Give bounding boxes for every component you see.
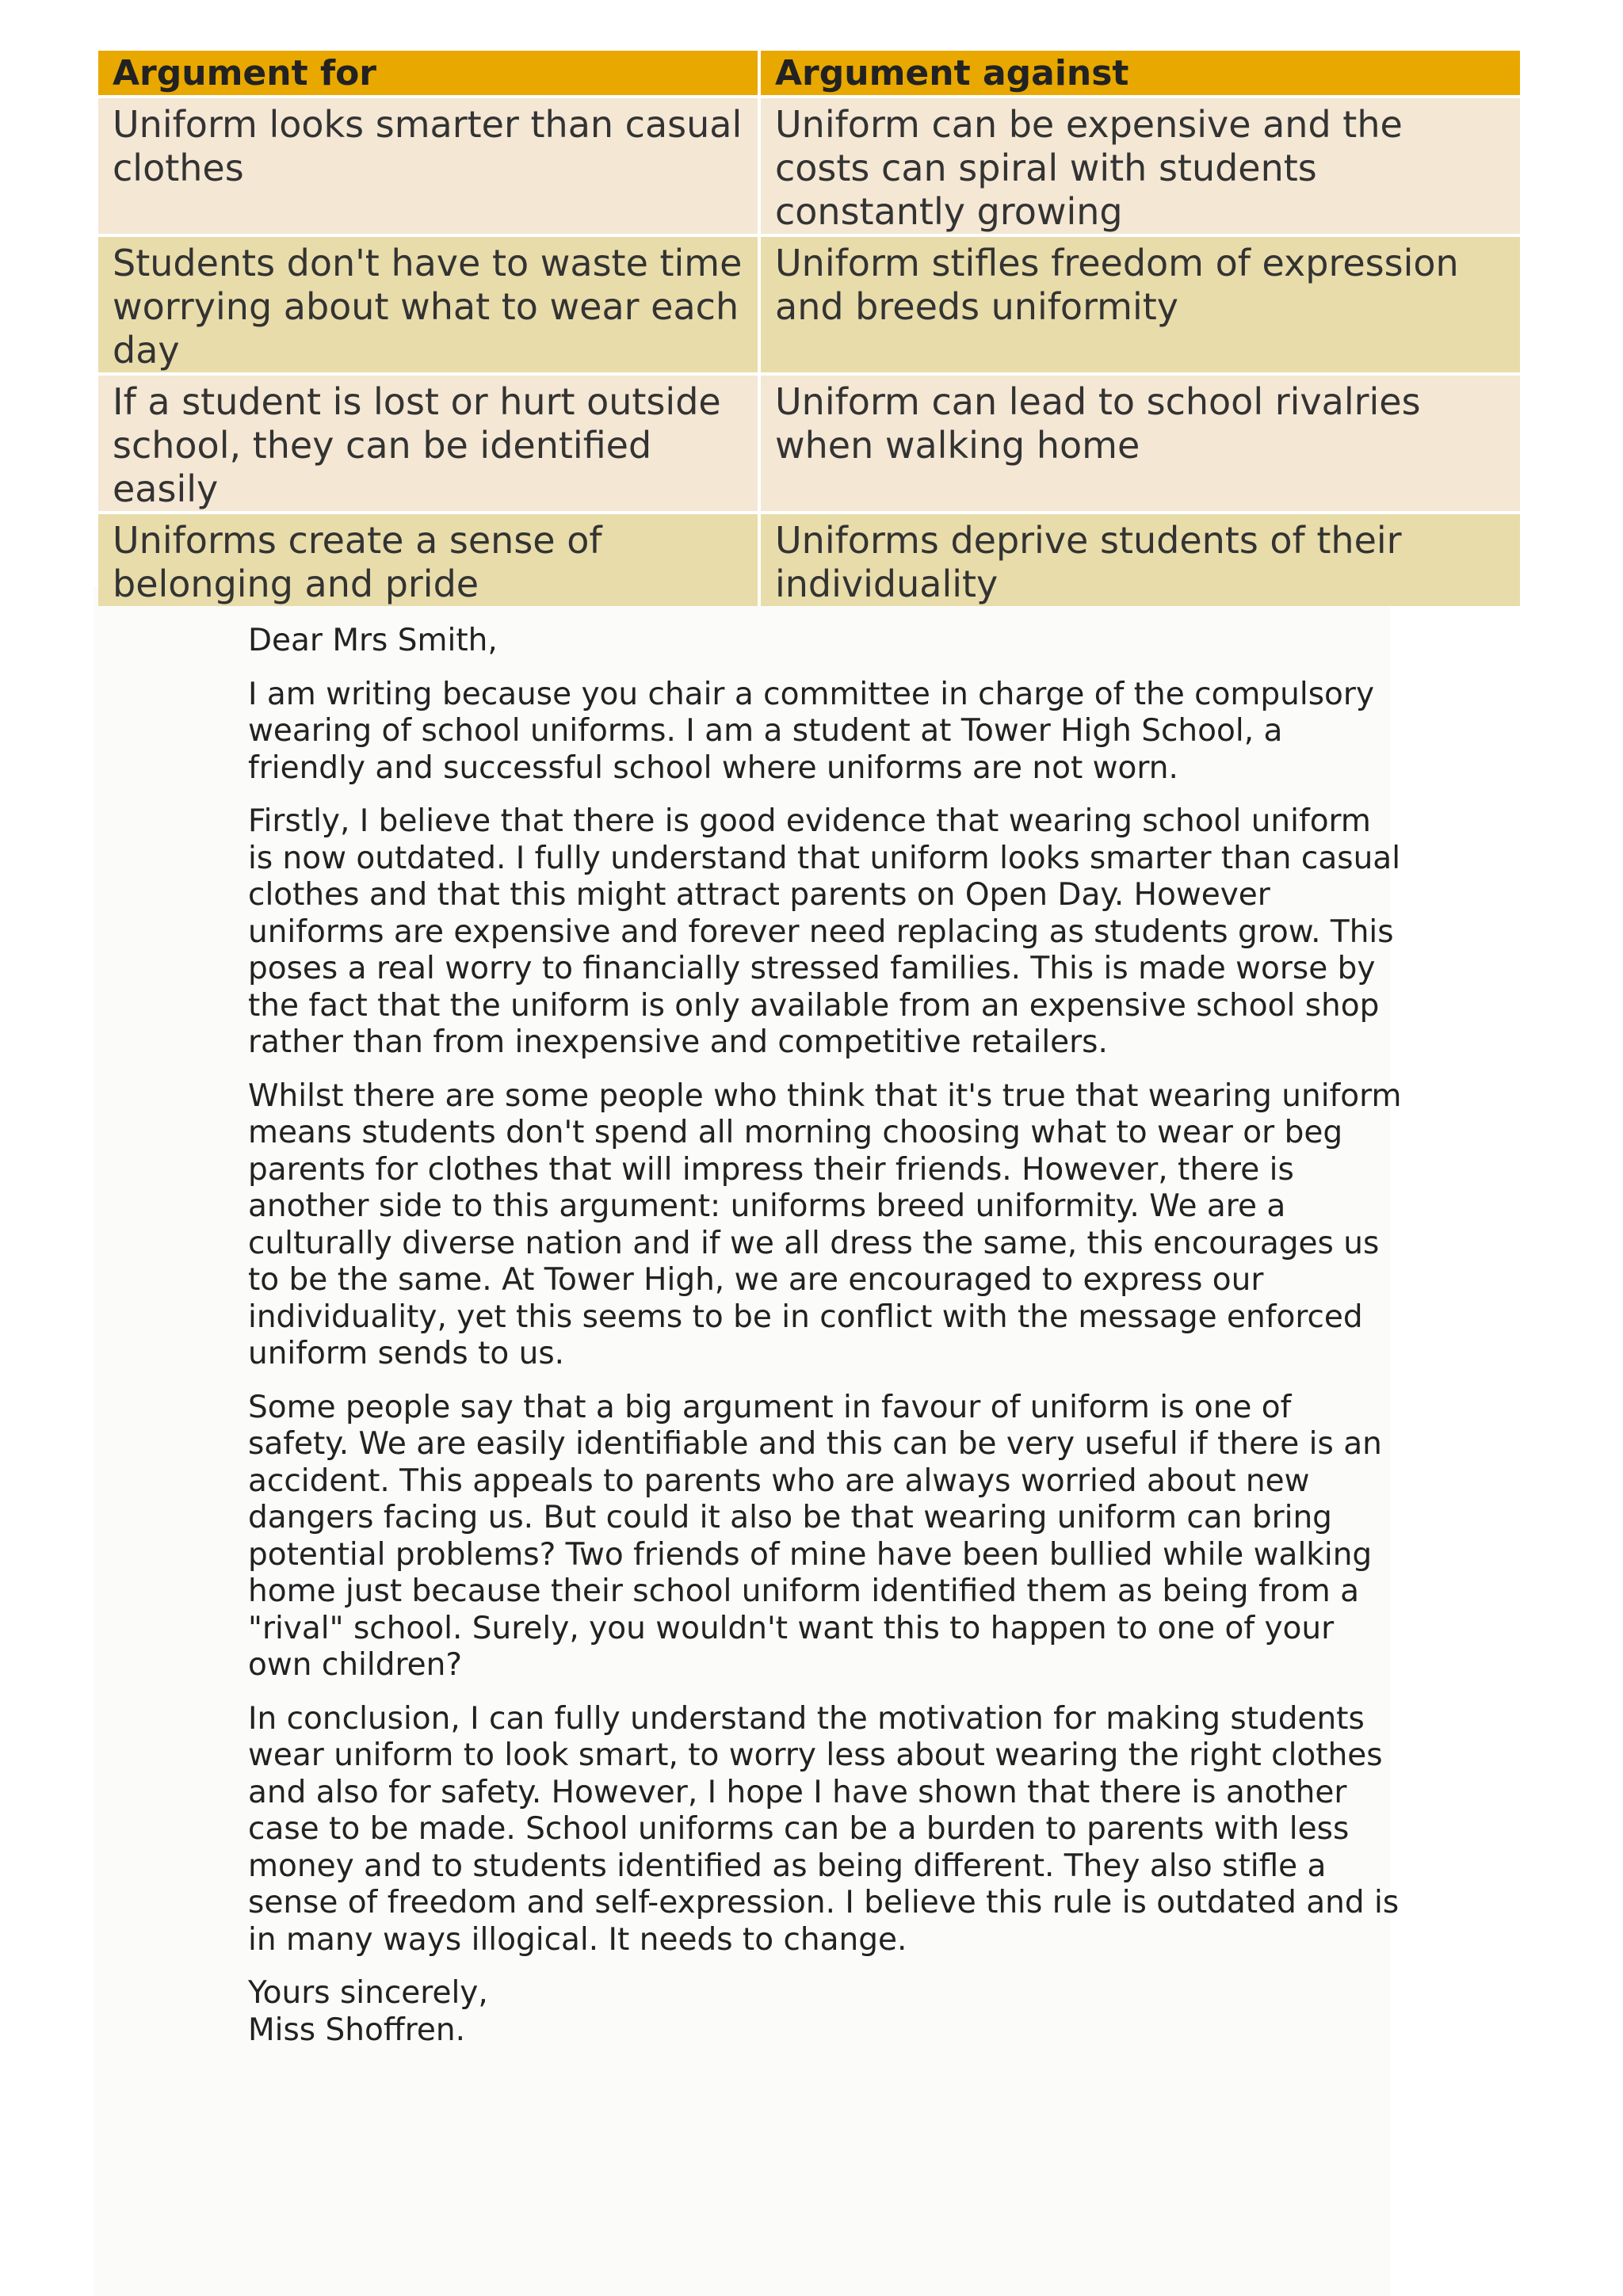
argument-for-cell: Uniforms create a sense of belonging and pride (98, 513, 759, 606)
table-header-row (98, 51, 1520, 97)
table-row (98, 97, 1520, 235)
argument-against-cell: Uniform can lead to school rivalries when walking home (759, 374, 1520, 513)
arguments-table (98, 51, 1520, 606)
table-row (98, 374, 1520, 513)
argument-for-cell: Students don't have to waste time worrying about what to wear each day (98, 235, 759, 374)
argument-against-cell: Uniform can be expensive and the costs can spiral with students constantly growing (759, 97, 1520, 235)
header-argument-for: Argument for (98, 51, 759, 97)
letter-closing: Yours sincerely, Miss Shoffren. (248, 1975, 488, 2048)
argument-against-cell: Uniform stifles freedom of expression and breeds uniformity (759, 235, 1520, 374)
letter-paragraph: Whilst there are some people who think that it's true that wearing uniform means students don't spend all morning choosing what to wear or beg parents for clothes that will impress their friends. However, there is another side to this argument: uniforms breed uniformity. We are a culturally diverse nation and if we all dress the same, this encourages us to be the same. At Tower High, we are encouraged to express our individuality, yet this seems to be in conflict with the message enforced uniform sends to us. (248, 1077, 1402, 1371)
argument-for-cell: Uniform looks smarter than casual clothes (98, 97, 759, 235)
letter-paragraph: In conclusion, I can fully understand the motivation for making students wear uniform to look smart, to worry less about wearing the right clothes and also for safety. However, I hope I have shown that there is another case to be made. School uniforms can be a burden to parents with less money and to students identified as being different. They also stifle a sense of freedom and self-expression. I believe this rule is outdated and is in many ways illogical. It needs to change. (248, 1700, 1400, 1958)
letter-paragraph: I am writing because you chair a committee in charge of the compulsory wearing of school uniforms. I am a student at Tower High School, a friendly and successful school where uniforms are not worn. (248, 676, 1375, 786)
table-row (98, 235, 1520, 374)
table-row (98, 513, 1520, 606)
argument-against-cell: Uniforms deprive students of their individuality (759, 513, 1520, 606)
letter-body (248, 623, 1405, 2065)
header-argument-against: Argument against (759, 51, 1520, 97)
letter-paragraph: Firstly, I believe that there is good evidence that wearing school uniform is now outdated. I fully understand that uniform looks smarter than casual clothes and that this might attract parents on Open Day. However uniforms are expensive and forever need replacing as students grow. This poses a real worry to financially stressed families. This is made worse by the fact that the uniform is only available from an expensive school shop rather than from inexpensive and competitive retailers. (248, 803, 1401, 1060)
argument-for-cell: If a student is lost or hurt outside school, they can be identified easily (98, 374, 759, 513)
letter-paragraph: Some people say that a big argument in favour of uniform is one of safety. We are easily identifiable and this can be very useful if there is an accident. This appeals to parents who are always worried about new dangers facing us. But could it also be that wearing uniform can bring potential problems? Two friends of mine have been bullied while walking home just because their school uniform identified them as being from a "rival" school. Surely, you wouldn't want this to happen to one of your own children? (248, 1389, 1382, 1683)
letter-salutation: Dear Mrs Smith, (248, 623, 498, 658)
